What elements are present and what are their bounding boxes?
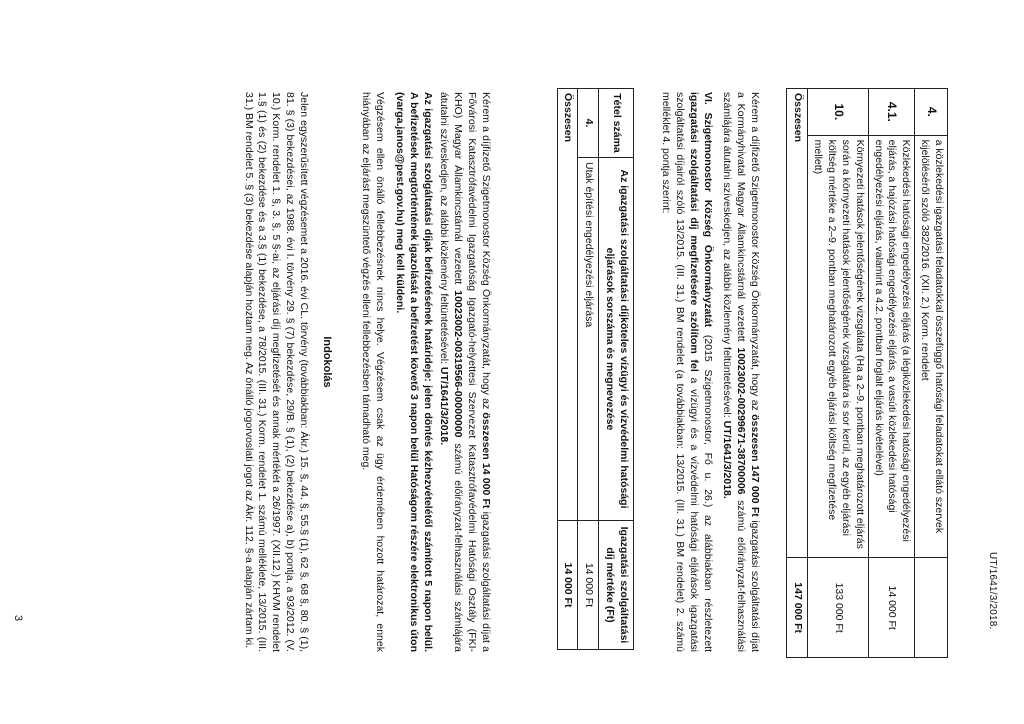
text-segment: Kérem a díjfizető Szigetmonostor Község Önkormányzatát, hogy az xyxy=(480,92,492,413)
payment-deadline-paragraph: Az igazgatási szolgáltatási díjak befizetésének határideje: jelen döntés kézhezvételétől számított 5 napon belül. A befizetések megtörténtének igazolását a befizetést követő 3 napon belül Hatóságom részére elektronikus úton (varga.janos@pest.gov.hu) meg kell küldeni. xyxy=(394,92,434,652)
row-number: 10. xyxy=(808,89,868,136)
column-header: Az igazgatási szolgáltatási díjköteles vízügyi és vízvédelmi hatósági eljárások sorszáma és megnevezése xyxy=(599,158,634,521)
text-segment: (2015 Szigetmonostor, Fő u. 26.) az alábbiakban részletezett xyxy=(702,327,714,652)
row-amount: 14 000 Ft xyxy=(578,521,599,650)
table-total-row xyxy=(557,89,578,650)
total-amount: 14 000 Ft xyxy=(557,521,578,650)
reference-code: UT/1641/3/2018. xyxy=(721,420,734,499)
water-fee-table xyxy=(557,88,634,650)
row-description: a közlekedési igazgatási feladatokkal összefüggő hatósági feladatokat ellátó szervek kijelöléséről szóló 382/2016. (XII. 2.) Korm. rendelet xyxy=(915,135,948,558)
text-segment: számú előirányzat-felhasználási számlájára átutalni szíveskedjen, az alábbi közlemény feltüntetésével: xyxy=(438,92,465,652)
row-number: 4.1. xyxy=(868,89,915,136)
table-header-row xyxy=(599,89,634,650)
row-amount xyxy=(915,558,948,658)
legal-basis-paragraph: Jelen egyszerűsített végzésemet a 2016. évi CL. törvény (továbbiakban: Ákr.) 15. §, 44. §, 55.§ (1), 62 §, 68 §, 80. § (1), 81. § (3) bekezdései, az 1988. évi I. törvény 29. § (7) bekezdése, 29/B. § (1), (2) bekezdése a), b) pontja, a 93/2012. (V. 10.) Korm. rendelet 1. §, 3. §, 5 §-ai, az eljárási díj megfizetését és annak mértékét a 26/1997. (XII.12.) KHVM rendelet 1.§ (1) és (2) bekezdése és a 3.§ (1) bekezdése, a 78/2015. (III. 31.) Korm. rendelet 1. számú melléklete, 13/2015. (III. 31.) BM rendelet 5. § (3) bekezdése alapján hoztam meg. Az önálló jogorvoslati jogot az Ákr. 112. §-a alapján zártam ki. xyxy=(242,92,310,652)
account-number: 10023002-00319566-00000000 xyxy=(452,290,465,438)
section-vi-paragraph xyxy=(659,92,714,652)
total-label: Összesen xyxy=(557,89,578,521)
account-number: 10023002-00299671-38700006 xyxy=(735,347,748,495)
row-amount: 14 000 Ft xyxy=(868,558,915,658)
text-segment: számú előirányzat-felhasználási számlájára átutalni szíveskedjen, az alábbi közlemény feltüntetésével: xyxy=(721,92,748,652)
section-heading: VI. Szigetmonostor Község Önkormányzatát xyxy=(702,92,714,328)
table-row xyxy=(578,89,599,650)
payment-request-paragraph xyxy=(437,92,492,652)
table-row xyxy=(868,89,915,658)
text-segment: igazgatási szolgáltatási díjat a Kormányhivatal Magyar Államkincstárnál vezetett xyxy=(735,92,761,652)
payment-request-paragraph xyxy=(719,92,761,652)
row-number: 4. xyxy=(915,89,948,136)
fee-table xyxy=(786,88,948,658)
document-reference: UT/1641/3/2018. xyxy=(987,552,998,630)
reference-code: UT/1641/3/2018. xyxy=(438,366,451,446)
column-header: Tétel száma xyxy=(599,89,634,158)
table-row xyxy=(808,89,868,658)
total-amount: 147 000 Ft xyxy=(787,558,808,658)
appeal-paragraph: Végzésem ellen önálló fellebbezésnek nincs helye. Végzésem csak az ügy érdemében hozott határozat, ennek hiányában az eljárást megszüntető végzés elleni fellebbezésben támadható meg. xyxy=(360,92,386,652)
table-total-row xyxy=(787,89,808,658)
row-number: 4. xyxy=(578,89,599,158)
row-description: Utak építési engedélyezési eljárása xyxy=(578,158,599,521)
table-row xyxy=(915,89,948,658)
text-segment: Kérem a díjfizető Szigetmonostor Község Önkormányzatát, hogy az xyxy=(749,92,761,415)
text-segment: igazgatási szolgáltatási díjat a Fővárosi Katasztrófavédelmi Igazgatóság Igazgató-helyettesi Szervezet Katasztrófavédelmi Hatósági Osztály (FKI-KHO) Magyar Államkincstárnál vezetett xyxy=(452,92,492,653)
row-amount: 133 000 Ft xyxy=(808,558,868,658)
column-header: Igazgatási szolgáltatási díj mértéke (Ft) xyxy=(599,521,634,650)
page-number: 3 xyxy=(12,615,24,622)
row-description: Közlekedési hatósági engedélyezési eljárás (a légiközlekedési hatósági engedélyezési eljárás, a hajózási hatósági engedélyezési eljárás, a vasúti közlekedési hatósági engedélyezési eljárás, valamint a 4.2. pontban foglalt eljárás kivételével) xyxy=(868,135,915,558)
amount-bold: összesen 14 000 Ft xyxy=(480,412,492,509)
fee-demand-bold: igazgatási szolgáltatási díj megfizetésére szólítom fel xyxy=(688,92,701,372)
section-heading-reasoning: Indokolás xyxy=(321,336,333,388)
total-label: Összesen xyxy=(787,89,808,558)
amount-bold: összesen 147 000 Ft xyxy=(749,414,761,517)
text-segment: a vízügyi és a vízvédelmi hatósági eljárások igazgatási szolgáltatási díjairól szóló 13/2015. (III. 31.) BM rendelet (a továbbiakban: 13/2015. (III. 31.) BM rendelet) 2. számú melléklet 4. pontja szerint: xyxy=(660,92,701,653)
row-description: Környezeti hatások jelentőségének vizsgálata (Ha a 2–9. pontban meghatározott eljárás során a környezeti hatások jelentőségének vizsgálatára is sor kerül, az egyéb eljárási költség mértéke a 2–9. pontban meghatározott egyéb eljárási költség megfizetése mellett) xyxy=(808,135,868,558)
